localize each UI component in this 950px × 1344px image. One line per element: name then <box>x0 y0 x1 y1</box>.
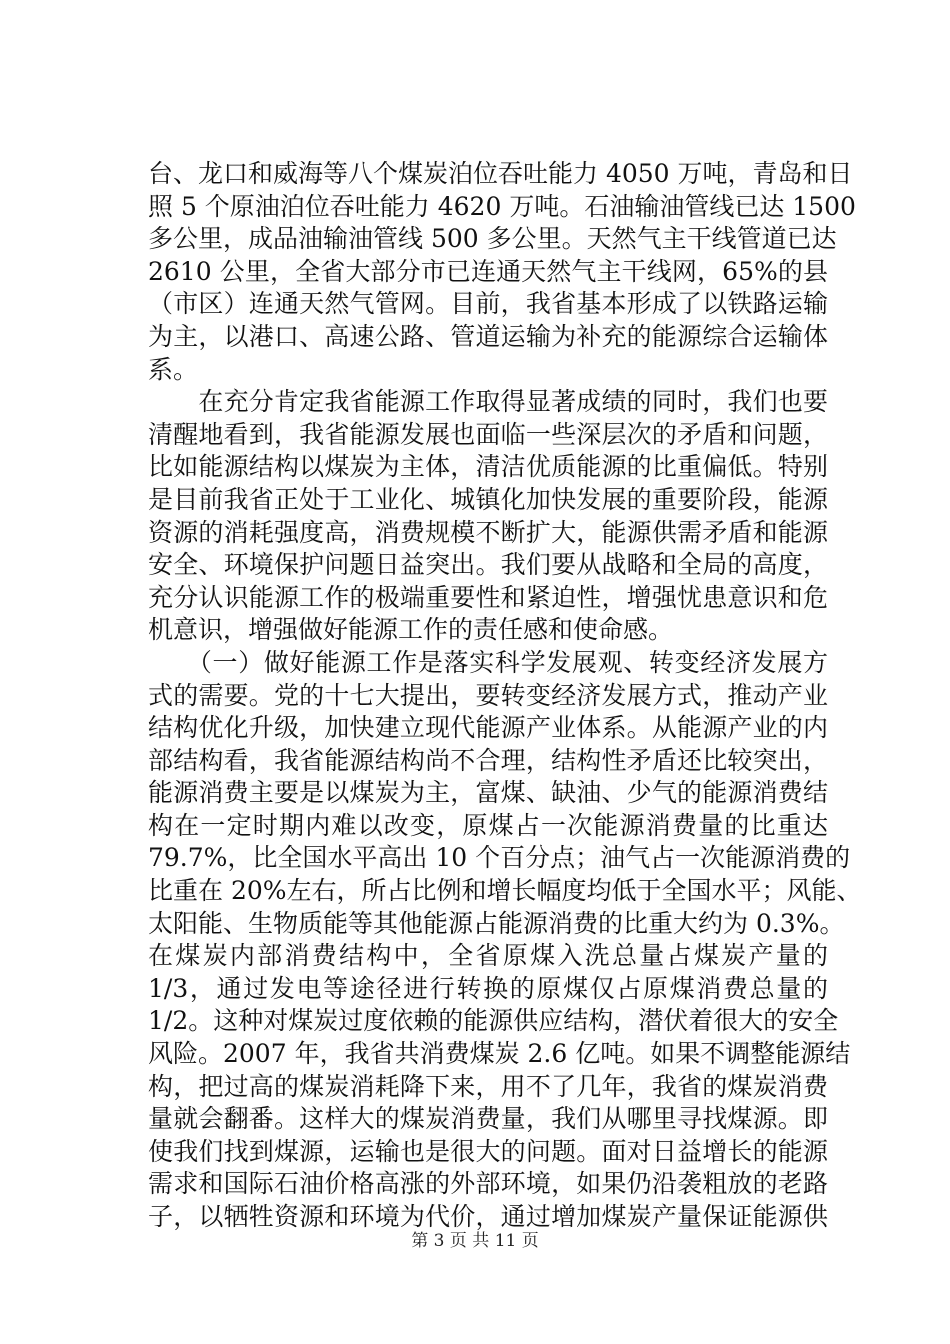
text-line: 1/3，通过发电等途径进行转换的原煤仅占原煤消费总量的 <box>148 973 828 1003</box>
paragraph-section-one <box>148 647 862 1234</box>
text-line: 在煤炭内部消费结构中，全省原煤入洗总量占煤炭产量的 <box>148 941 828 971</box>
text-line: 子，以牺牲资源和环境为代价，通过增加煤炭产量保证能源供 <box>148 1202 828 1231</box>
text-line: 系。 <box>148 354 199 384</box>
text-line: 清醒地看到，我省能源发展也面临一些深层次的矛盾和问题， <box>148 419 828 449</box>
text-line: （市区）连通天然气管网。目前，我省基本形成了以铁路运输 <box>148 289 828 319</box>
page-number-footer: 第 3 页 共 11 页 <box>411 1231 539 1251</box>
text-line: 结构优化升级，加快建立现代能源产业体系。从能源产业的内 <box>148 713 828 743</box>
text-line: 资源的消耗强度高，消费规模不断扩大，能源供需矛盾和能源 <box>148 517 828 547</box>
text-line: 比如能源结构以煤炭为主体，清洁优质能源的比重偏低。特别 <box>148 452 828 482</box>
text-line: 需求和国际石油价格高涨的外部环境，如果仍沿袭粗放的老路 <box>148 1169 828 1199</box>
text-line: 是目前我省正处于工业化、城镇化加快发展的重要阶段，能源 <box>148 484 828 514</box>
text-line: 部结构看，我省能源结构尚不合理，结构性矛盾还比较突出， <box>148 745 828 775</box>
text-line: 2610 公里，全省大部分市已连通天然气主干线网，65%的县 <box>148 256 828 286</box>
text-line: 机意识，增强做好能源工作的责任感和使命感。 <box>148 615 674 645</box>
text-line: 构在一定时期内难以改变，原煤占一次能源消费量的比重达 <box>148 810 828 840</box>
paragraph-transport <box>148 158 856 386</box>
text-line: 1/2。这种对煤炭过度依赖的能源供应结构，潜伏着很大的安全 <box>148 1006 839 1036</box>
text-line: 能源消费主要是以煤炭为主，富煤、缺油、少气的能源消费结 <box>148 778 828 808</box>
text-line: 构，把过高的煤炭消耗降下来，用不了几年，我省的煤炭消费 <box>148 1071 828 1101</box>
text-line: 太阳能、生物质能等其他能源占能源消费的比重大约为 0.3%。 <box>148 908 845 938</box>
text-line: 充分认识能源工作的极端重要性和紧迫性，增强忧患意识和危 <box>148 582 828 612</box>
text-line: 量就会翻番。这样大的煤炭消费量，我们从哪里寻找煤源。即 <box>148 1104 828 1134</box>
paragraph-challenges <box>148 386 828 647</box>
text-line: 在充分肯定我省能源工作取得显著成绩的同时，我们也要 <box>148 387 828 417</box>
text-line: 使我们找到煤源，运输也是很大的问题。面对日益增长的能源 <box>148 1136 828 1166</box>
text-line: 安全、环境保护问题日益突出。我们要从战略和全局的高度， <box>148 550 828 580</box>
text-line: 79.7%，比全国水平高出 10 个百分点；油气占一次能源消费的 <box>148 843 851 873</box>
text-line: 为主，以港口、高速公路、管道运输为补充的能源综合运输体 <box>148 321 828 351</box>
text-line: 式的需要。党的十七大提出，要转变经济发展方式，推动产业 <box>148 680 828 710</box>
text-line: 多公里，成品油输油管线 500 多公里。天然气主干线管道已达 <box>148 224 837 254</box>
text-line: 台、龙口和威海等八个煤炭泊位吞吐能力 4050 万吨，青岛和日 <box>148 159 853 188</box>
text-line: 照 5 个原油泊位吞吐能力 4620 万吨。石油输油管线已达 1500 <box>148 191 856 221</box>
text-line: 比重在 20%左右，所占比例和增长幅度均低于全国水平；风能、 <box>148 876 862 906</box>
text-line: 风险。2007 年，我省共消费煤炭 2.6 亿吨。如果不调整能源结 <box>148 1039 851 1069</box>
text-line: （一）做好能源工作是落实科学发展观、转变经济发展方 <box>148 647 828 677</box>
document-body <box>148 158 862 1234</box>
